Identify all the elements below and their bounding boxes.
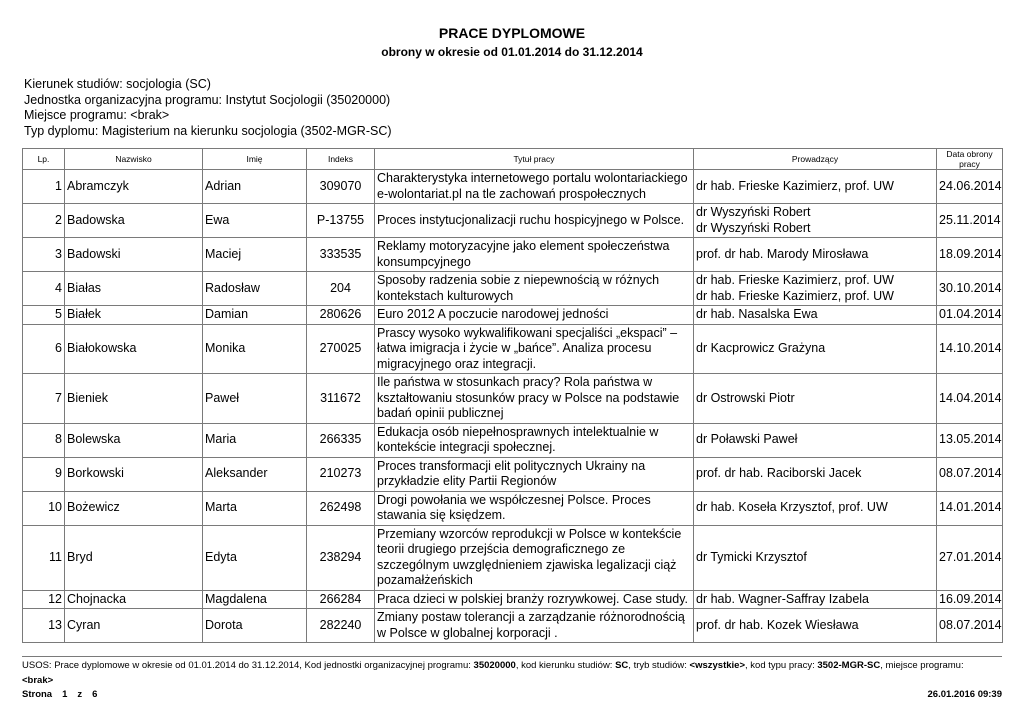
row-surname: Badowska [65,204,203,238]
row-supervisor: dr hab. Wagner-Saffray Izabela [694,590,937,609]
org-unit: Jednostka organizacyjna programu: Instytut Socjologii (35020000) [24,92,391,107]
row-supervisor: prof. dr hab. Marody Mirosława [694,238,937,272]
row-lp: 10 [23,491,65,525]
table-row [23,491,1003,525]
row-lp: 5 [23,306,65,325]
row-index: 333535 [307,238,375,272]
row-surname: Bolewska [65,423,203,457]
row-date: 25.11.2014 [937,204,1003,238]
col-header-surname: Nazwisko [65,149,203,170]
row-surname: Abramczyk [65,170,203,204]
row-date: 14.01.2014 [937,491,1003,525]
row-supervisor: dr Ostrowski Piotr [694,374,937,424]
table-row [23,423,1003,457]
row-index: 204 [307,272,375,306]
row-date: 08.07.2014 [937,457,1003,491]
row-lp: 9 [23,457,65,491]
page-title: PRACE DYPLOMOWE [438,25,586,41]
table-row [23,204,1003,238]
row-date: 24.06.2014 [937,170,1003,204]
footer-note: USOS: Prace dyplomowe w okresie od 01.01.2014 do 31.12.2014, Kod jednostki organizacyjnej programu: 35020000, kod kierunku studiów: SC, tryb studiów: <wszystkie>, kod typu pracy: 3502-MGR-SC, miejsce programu: <brak> [22,660,964,686]
row-name: Dorota [203,609,307,643]
row-lp: 8 [23,423,65,457]
page-subtitle: obrony w okresie od 01.01.2014 do 31.12.2014 [381,45,643,59]
row-supervisor: dr Poławski Paweł [694,423,937,457]
row-surname: Białas [65,272,203,306]
row-lp: 4 [23,272,65,306]
row-index: 280626 [307,306,375,325]
row-surname: Bryd [65,525,203,590]
row-lp: 2 [23,204,65,238]
row-supervisor: dr Wyszyński Robert dr Wyszyński Robert [694,204,937,238]
row-date: 13.05.2014 [937,423,1003,457]
row-title: Edukacja osób niepełnosprawnych intelektualnie w kontekście integracji społecznej. [375,423,694,457]
col-header-index: Indeks [307,149,375,170]
row-surname: Borkowski [65,457,203,491]
row-surname: Bożewicz [65,491,203,525]
row-name: Damian [203,306,307,325]
row-title: Sposoby radzenia sobie z niepewnością w różnych kontekstach kulturowych [375,272,694,306]
row-name: Radosław [203,272,307,306]
row-index: 266335 [307,423,375,457]
col-header-supervisor: Prowadzący [694,149,937,170]
col-header-lp: Lp. [23,149,65,170]
footer-divider [22,656,1002,657]
row-name: Adrian [203,170,307,204]
table-row [23,374,1003,424]
row-name: Maria [203,423,307,457]
row-supervisor: prof. dr hab. Kozek Wiesława [694,609,937,643]
print-timestamp: 26.01.2016 09:39 [927,689,1002,700]
row-lp: 3 [23,238,65,272]
row-name: Aleksander [203,457,307,491]
program-info [24,77,392,139]
table-row [23,170,1003,204]
row-index: 262498 [307,491,375,525]
row-name: Maciej [203,238,307,272]
row-lp: 6 [23,324,65,374]
col-header-date: Data obrony pracy [937,149,1003,170]
diploma-type: Typ dyplomu: Magisterium na kierunku socjologia (3502-MGR-SC) [24,123,392,138]
row-index: 266284 [307,590,375,609]
row-date: 01.04.2014 [937,306,1003,325]
row-title: Ile państwa w stosunkach pracy? Rola państwa w kształtowaniu stosunków pracy w Polsce na podstawie badań opinii publicznej [375,374,694,424]
row-date: 16.09.2014 [937,590,1003,609]
table-row [23,590,1003,609]
row-title: Reklamy motoryzacyjne jako element społeczeństwa konsumpcyjnego [375,238,694,272]
table-row [23,272,1003,306]
row-index: 282240 [307,609,375,643]
row-title: Euro 2012 A poczucie narodowej jedności [375,306,694,325]
row-surname: Badowski [65,238,203,272]
row-surname: Bieniek [65,374,203,424]
row-title: Przemiany wzorców reprodukcji w Polsce w kontekście teorii drugiego przejścia demograficznego ze szczególnym uwzględnieniem zjawiska legalizacji ciąż pozamałżeńskich [375,525,694,590]
row-supervisor: dr Kacprowicz Grażyna [694,324,937,374]
row-date: 30.10.2014 [937,272,1003,306]
row-title: Charakterystyka internetowego portalu wolontariackiego e-wolontariat.pl na tle zachowań prospołecznych [375,170,694,204]
row-title: Proces instytucjonalizacji ruchu hospicyjnego w Polsce. [375,204,694,238]
row-surname: Białek [65,306,203,325]
table-row [23,238,1003,272]
row-supervisor: dr hab. Koseła Krzysztof, prof. UW [694,491,937,525]
row-lp: 13 [23,609,65,643]
row-title: Prascy wysoko wykwalifikowani specjaliści „ekspaci” – łatwa imigracja i życie w „bańce”. Analiza procesu migracyjnego oraz integracji. [375,324,694,374]
row-lp: 1 [23,170,65,204]
row-supervisor: dr hab. Frieske Kazimierz, prof. UW [694,170,937,204]
program-location: Miejsce programu: <brak> [24,108,170,122]
col-header-name: Imię [203,149,307,170]
row-date: 27.01.2014 [937,525,1003,590]
row-title: Drogi powołania we współczesnej Polsce. Proces stawania się księdzem. [375,491,694,525]
row-date: 14.04.2014 [937,374,1003,424]
row-lp: 11 [23,525,65,590]
row-index: 309070 [307,170,375,204]
row-name: Magdalena [203,590,307,609]
row-title: Praca dzieci w polskiej branży rozrywkowej. Case study. [375,590,694,609]
row-surname: Cyran [65,609,203,643]
row-index: 270025 [307,324,375,374]
row-title: Zmiany postaw tolerancji a zarządzanie różnorodnością w Polsce w globalnej korporacji . [375,609,694,643]
row-date: 08.07.2014 [937,609,1003,643]
row-surname: Białokowska [65,324,203,374]
table-row [23,324,1003,374]
row-name: Marta [203,491,307,525]
row-date: 18.09.2014 [937,238,1003,272]
row-lp: 12 [23,590,65,609]
row-name: Paweł [203,374,307,424]
row-name: Edyta [203,525,307,590]
row-name: Ewa [203,204,307,238]
page-number: Strona 1 z 6 [22,689,98,700]
col-header-title: Tytuł pracy [375,149,694,170]
row-supervisor: dr hab. Frieske Kazimierz, prof. UW dr hab. Frieske Kazimierz, prof. UW [694,272,937,306]
table-row [23,609,1003,643]
table-row [23,457,1003,491]
row-title: Proces transformacji elit politycznych Ukrainy na przykładzie elity Partii Regionów [375,457,694,491]
row-name: Monika [203,324,307,374]
table-row [23,525,1003,590]
row-index: 210273 [307,457,375,491]
row-supervisor: dr Tymicki Krzysztof [694,525,937,590]
row-index: 311672 [307,374,375,424]
row-surname: Chojnacka [65,590,203,609]
row-index: 238294 [307,525,375,590]
row-supervisor: dr hab. Nasalska Ewa [694,306,937,325]
row-supervisor: prof. dr hab. Raciborski Jacek [694,457,937,491]
row-date: 14.10.2014 [937,324,1003,374]
row-index: P-13755 [307,204,375,238]
theses-table [22,148,1003,643]
field-of-study: Kierunek studiów: socjologia (SC) [24,77,211,91]
table-header-row [23,149,1003,170]
row-lp: 7 [23,374,65,424]
table-row [23,306,1003,325]
